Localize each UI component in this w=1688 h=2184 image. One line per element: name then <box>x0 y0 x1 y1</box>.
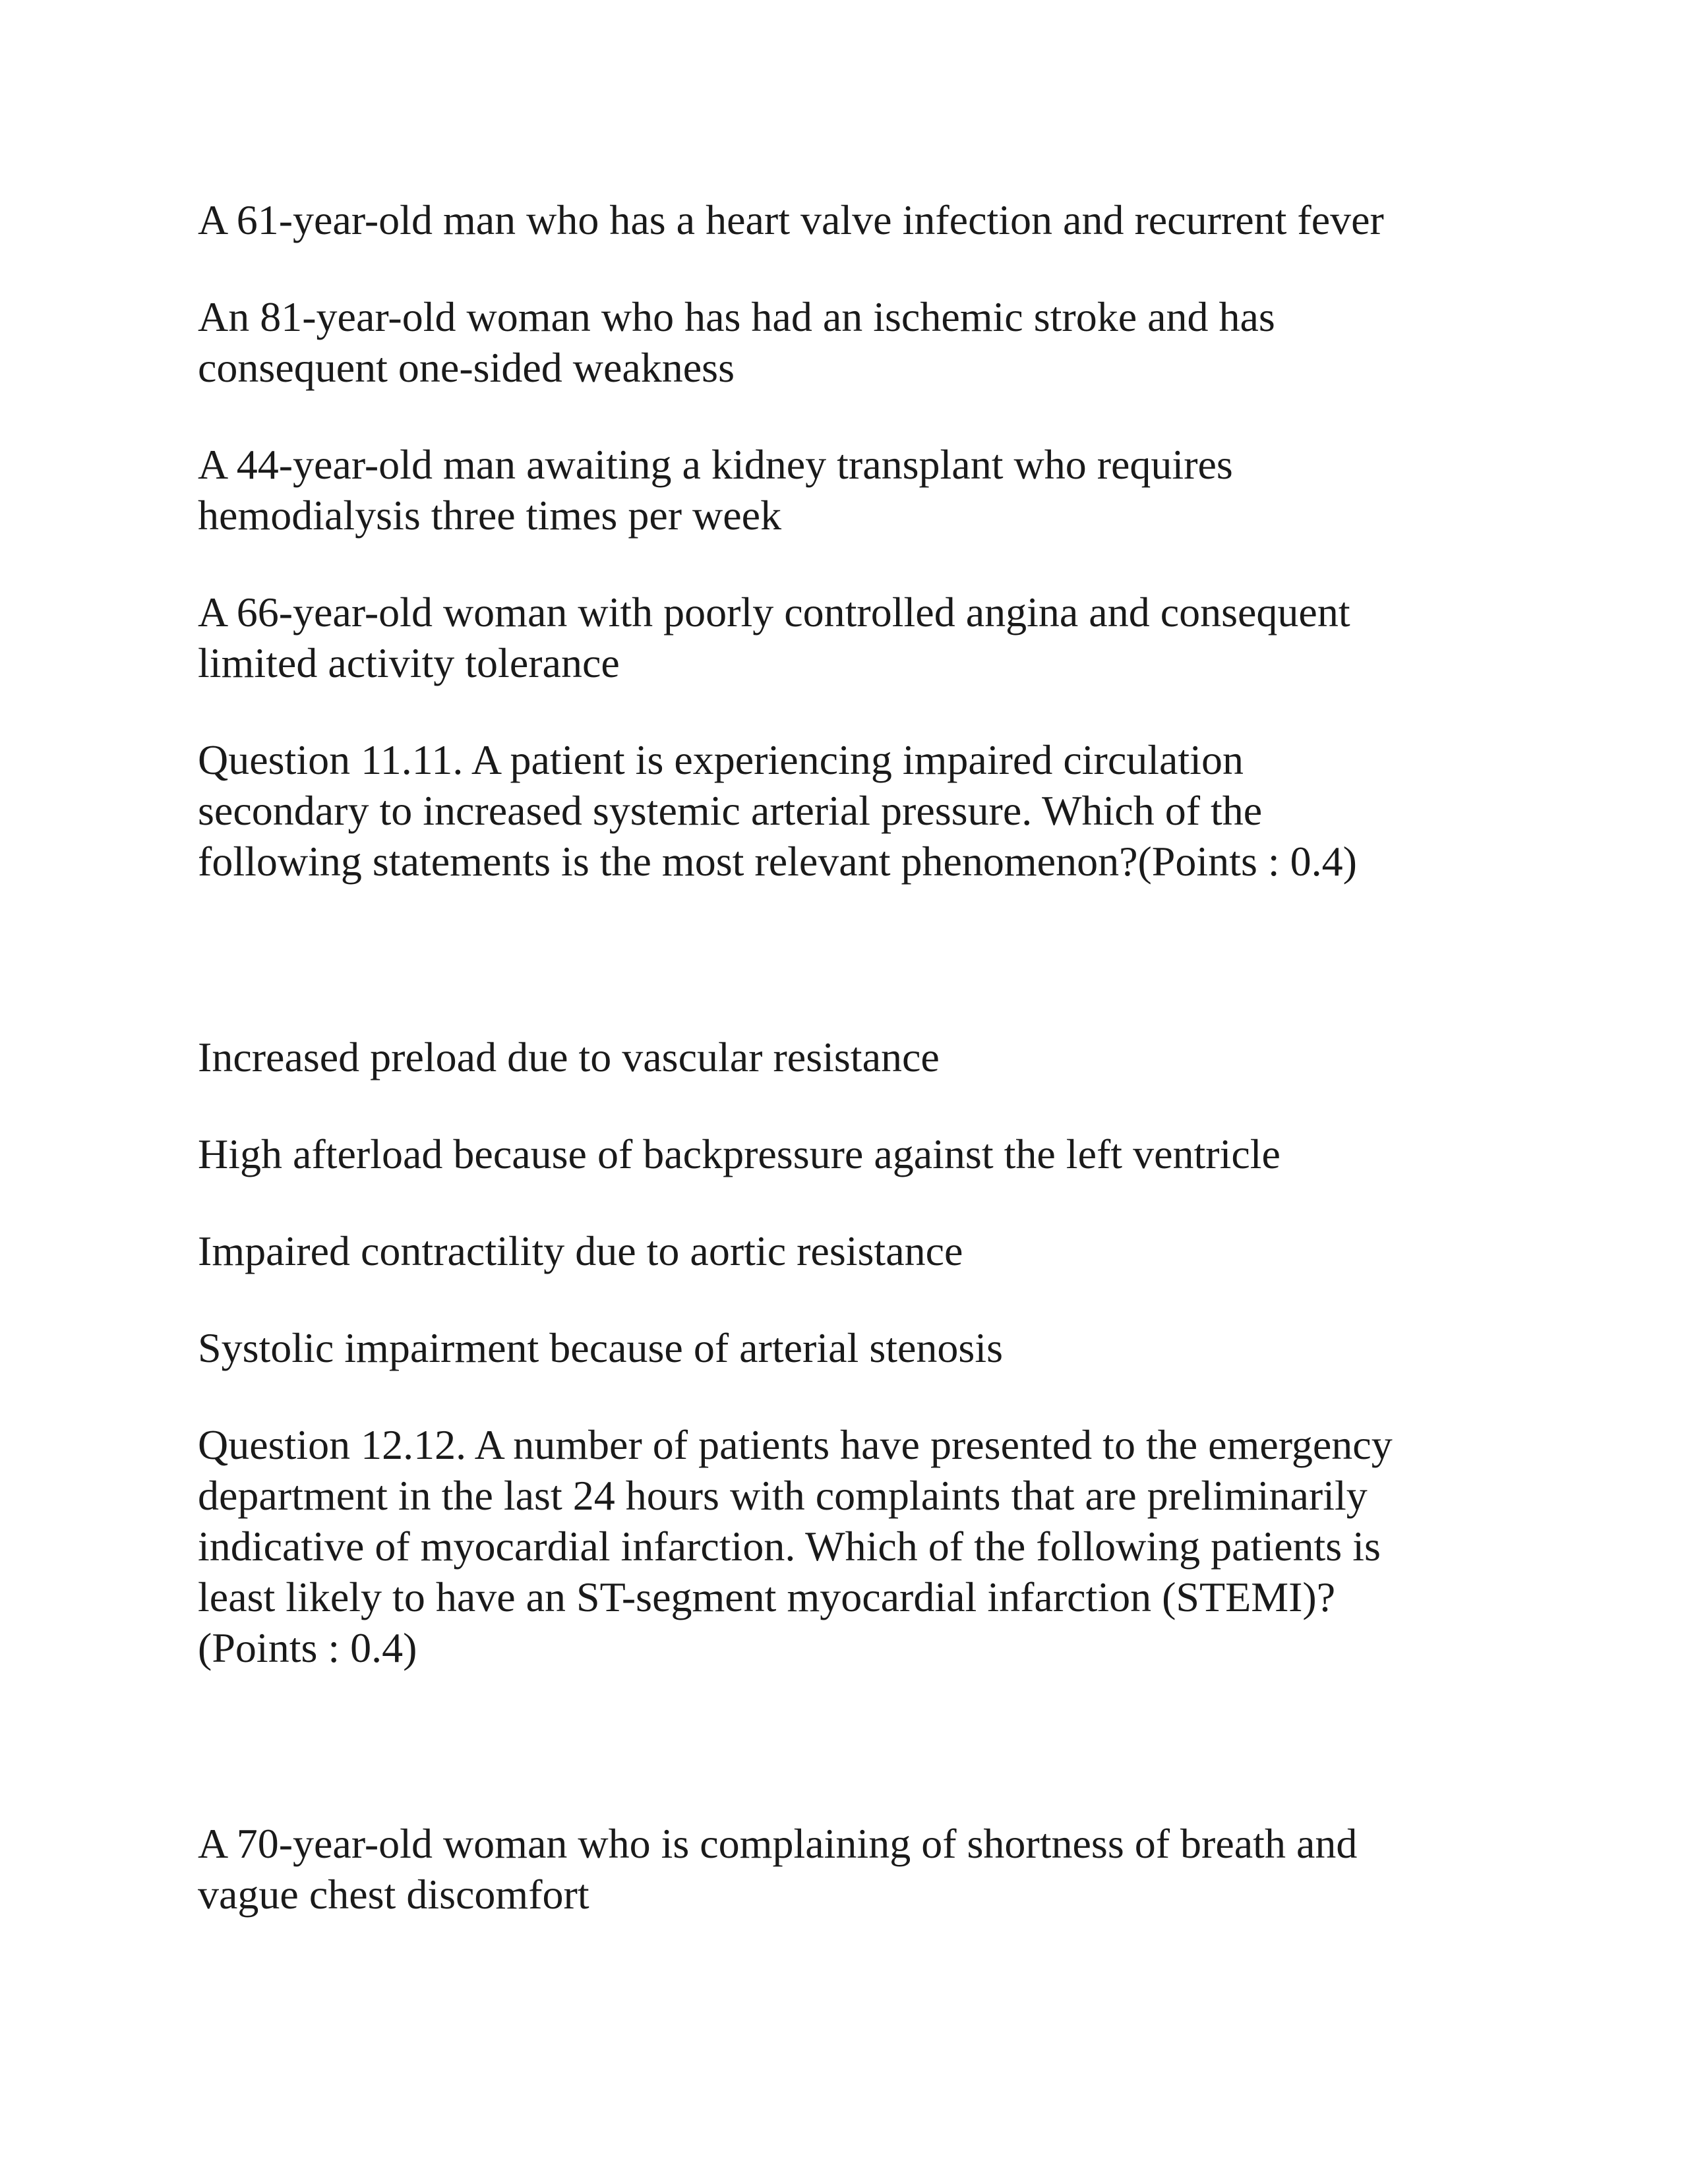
answer-option: A 66-year-old woman with poorly controlled angina and consequent limited activity tolerance <box>198 589 1350 686</box>
question-text: Question 11.11. A patient is experiencing impaired circulation secondary to increased systemic arterial pressure. Which of the following statements is the most relevant phenomenon?(Points : 0.4) <box>198 736 1357 885</box>
question-text: Question 12.12. A number of patients have presented to the emergency department in the last 24 hours with complaints that are preliminarily indicative of myocardial infarction. Which of the following patients is least likely to have an ST-segment myocardial infarction (STEMI)? (Points : 0.4) <box>198 1421 1393 1671</box>
answer-option: A 44-year-old man awaiting a kidney transplant who requires hemodialysis three times per week <box>198 441 1233 539</box>
answer-option: Impaired contractility due to aortic resistance <box>198 1227 963 1274</box>
document-page <box>198 194 1517 1920</box>
answer-option: A 61-year-old man who has a heart valve infection and recurrent fever <box>198 196 1384 243</box>
answer-option: Increased preload due to vascular resistance <box>198 1034 940 1080</box>
answer-option: An 81-year-old woman who has had an ischemic stroke and has consequent one-sided weakness <box>198 293 1275 391</box>
answer-option: Systolic impairment because of arterial stenosis <box>198 1324 1003 1371</box>
answer-option: A 70-year-old woman who is complaining of shortness of breath and vague chest discomfort <box>198 1820 1358 1918</box>
answer-option: High afterload because of backpressure against the left ventricle <box>198 1131 1281 1177</box>
